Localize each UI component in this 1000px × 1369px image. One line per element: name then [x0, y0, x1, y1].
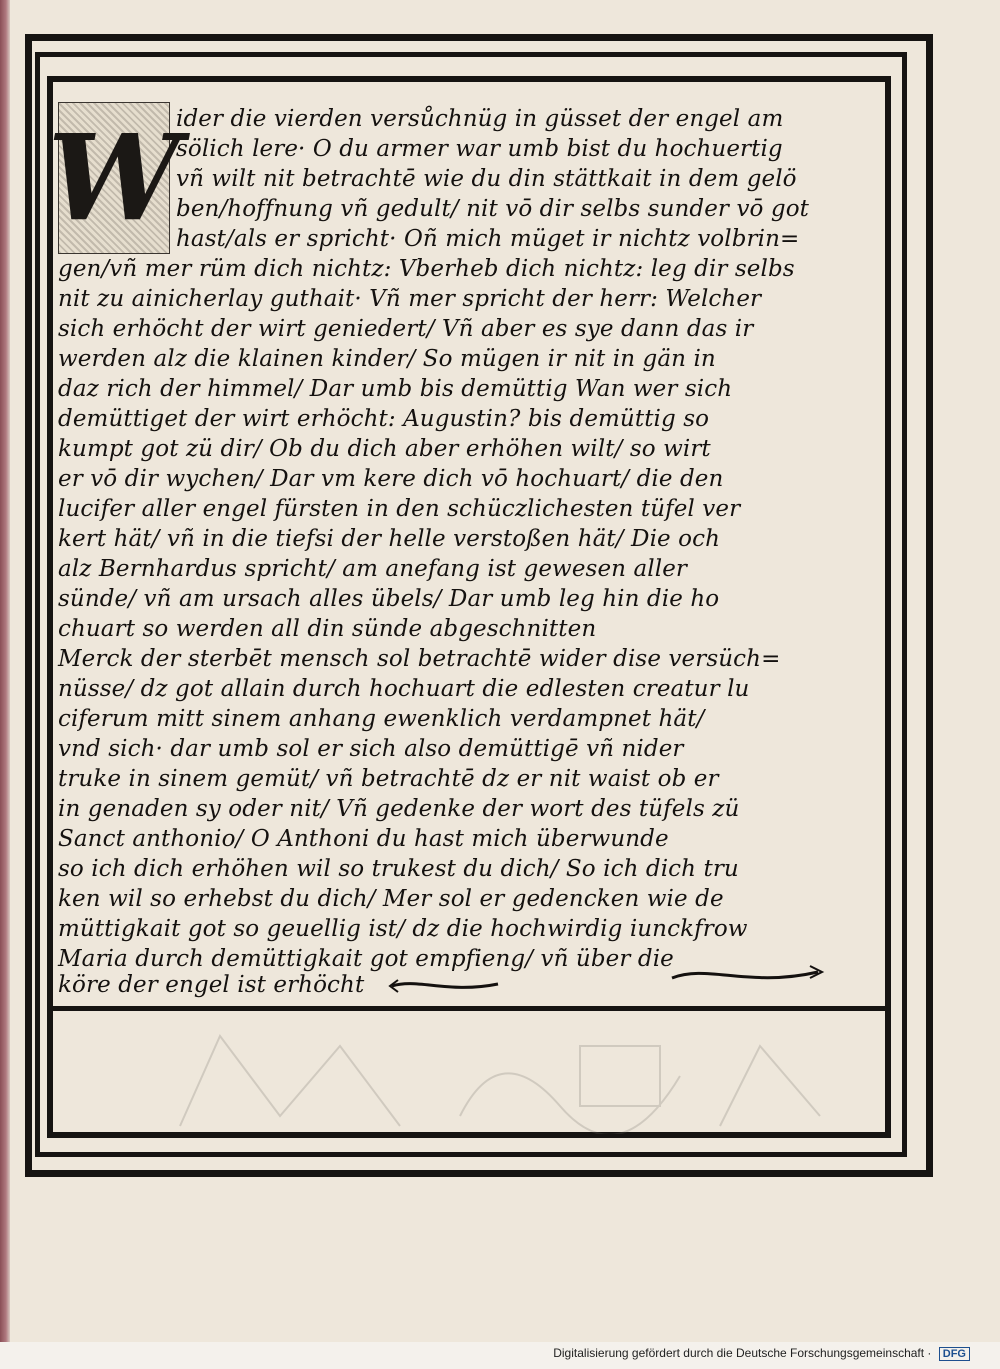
text-line: er vō dir wychen/ Dar vm kere dich vō hochuart/ die den: [58, 466, 724, 492]
text-line: ken wil so erhebst du dich/ Mer sol er gedencken wie de: [58, 886, 724, 912]
line-end-flourish: [668, 960, 828, 990]
text-line: kumpt got zü dir/ Ob du dich aber erhöhen wilt/ so wirt: [58, 436, 711, 462]
text-line: lucifer aller engel fürsten in den schüczlichesten tüfel ver: [58, 496, 741, 522]
book-binding-edge: [0, 0, 10, 1369]
text-line: chuart so werden all din sünde abgeschnitten: [58, 616, 597, 642]
text-line: so ich dich erhöhen wil so trukest du dich/ So ich dich tru: [58, 856, 739, 882]
text-line: Maria durch demüttigkait got empfieng/ vñ über die: [58, 946, 674, 972]
lower-panel-rule: [47, 1006, 891, 1011]
text-line: vnd sich· dar umb sol er sich also demüttigē vñ nider: [58, 736, 684, 762]
decorated-initial: [47, 102, 181, 254]
text-line: ciferum mitt sinem anhang ewenklich verdampnet hät/: [58, 706, 705, 732]
text-line: sünde/ vñ am ursach alles übels/ Dar umb leg hin die ho: [58, 586, 720, 612]
text-line: sölich lere· O du armer war umb bist du hochuertig: [176, 136, 783, 162]
text-line: hast/als er spricht· Oñ mich müget ir nichtz volbrin=: [176, 226, 800, 252]
text-line: demüttiget der wirt erhöcht: Augustin? bis demüttig so: [58, 406, 710, 432]
text-line: müttigkait got so geuellig ist/ dz die hochwirdig iunckfrow: [58, 916, 748, 942]
text-line: gen/vñ mer rüm dich nichtz: Vberheb dich nichtz: leg dir selbs: [58, 256, 795, 282]
dfg-logo: DFG: [939, 1347, 970, 1361]
text-line: köre der engel ist erhöcht: [58, 972, 365, 998]
funding-note: [553, 1346, 970, 1361]
funding-note-text: Digitalisierung gefördert durch die Deutsche Forschungsgemeinschaft ·: [553, 1346, 932, 1360]
text-line: nüsse/ dz got allain durch hochuart die edlesten creatur lu: [58, 676, 750, 702]
line-end-flourish: [388, 974, 508, 998]
initial-letter: W: [47, 108, 181, 247]
text-line: truke in sinem gemüt/ vñ betrachtē dz er nit waist ob er: [58, 766, 719, 792]
text-block: [47, 102, 863, 1002]
text-line: in genaden sy oder nit/ Vñ gedenke der wort des tüfels zü: [58, 796, 740, 822]
text-line: alz Bernhardus spricht/ am anefang ist gewesen aller: [58, 556, 688, 582]
text-line: kert hät/ vñ in die tiefsi der helle verstoßen hät/ Die och: [58, 526, 720, 552]
text-line: sich erhöcht der wirt geniedert/ Vñ aber es sye dann das ir: [58, 316, 754, 342]
text-line: Merck der sterbēt mensch sol betrachtē wider dise versüch=: [58, 646, 781, 672]
text-line: daz rich der himmel/ Dar umb bis demüttig Wan wer sich: [58, 376, 733, 402]
text-line: ider die vierden versůchnüg in güsset der engel am: [176, 106, 784, 132]
text-line: werden alz die klainen kinder/ So mügen ir nit in gän in: [58, 346, 716, 372]
text-line: nit zu ainicherlay guthait· Vñ mer spricht der herr: Welcher: [58, 286, 762, 312]
text-line: vñ wilt nit betrachtē wie du din stättkait in dem gelö: [176, 166, 797, 192]
text-line: Sanct anthonio/ O Anthoni du hast mich überwunde: [58, 826, 669, 852]
text-line: ben/hoffnung vñ gedult/ nit vō dir selbs sunder vō got: [176, 196, 810, 222]
show-through-image: [160, 1016, 860, 1134]
